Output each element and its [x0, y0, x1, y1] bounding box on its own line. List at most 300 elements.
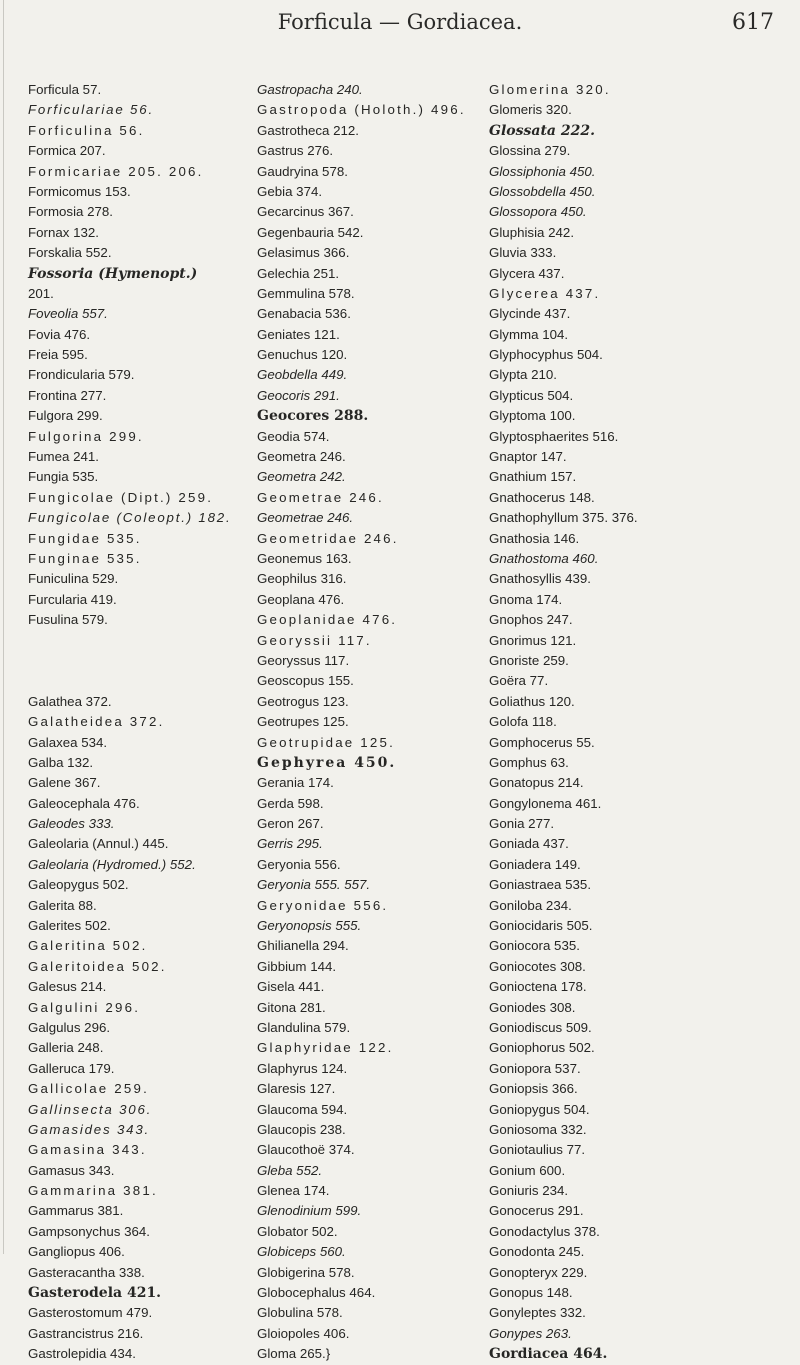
index-entry	[28, 549, 253, 569]
index-entry	[489, 365, 779, 385]
index-entry	[257, 875, 492, 895]
page-header	[0, 10, 800, 42]
index-entry	[28, 121, 253, 141]
index-entry	[28, 936, 253, 956]
index-entry	[28, 1303, 253, 1323]
index-entry	[489, 345, 779, 365]
index-entry-text: Glyphocyphus 504.	[489, 347, 603, 363]
index-entry	[28, 1059, 253, 1079]
index-spacer	[28, 671, 253, 691]
index-entry-text: Glomeris 320.	[489, 102, 572, 118]
index-entry-text: Gonopteryx 229.	[489, 1264, 588, 1280]
index-entry-text: Gomphocerus 55.	[489, 734, 595, 750]
index-entry-text: Gelechia 251.	[257, 265, 340, 281]
index-spacer	[28, 651, 253, 671]
index-entry	[28, 1222, 253, 1242]
index-entry-text: Geometra 242.	[257, 469, 346, 485]
index-entry-text: Gnathocerus 148.	[489, 489, 595, 505]
index-entry	[489, 1181, 779, 1201]
index-entry-text: Glyptosphaerites 516.	[489, 428, 619, 444]
index-entry	[257, 610, 492, 630]
index-entry	[489, 610, 779, 630]
index-entry	[489, 712, 779, 732]
index-entry-text: Gibbium 144.	[257, 958, 337, 974]
index-entry	[489, 406, 779, 426]
index-entry-text: Galeritina 502.	[28, 938, 148, 954]
index-entry-text: Glaucoma 594.	[257, 1101, 348, 1117]
index-column-3	[489, 80, 779, 1365]
index-entry-text: Gampsonychus 364.	[28, 1223, 150, 1239]
index-entry-text: Geryonopsis 555.	[257, 918, 362, 934]
index-entry	[489, 1263, 779, 1283]
index-entry-text: Glypticus 504.	[489, 387, 574, 403]
index-entry	[257, 936, 492, 956]
index-entry	[28, 916, 253, 936]
index-entry-text: Fulgorina 299.	[28, 428, 144, 444]
page-title: Forficula — Gordiacea.	[277, 10, 523, 34]
index-entry	[28, 264, 253, 284]
index-entry-text: Fusulina 579.	[28, 612, 108, 628]
index-entry	[489, 936, 779, 956]
index-entry-text: Glandulina 579.	[257, 1019, 351, 1035]
index-entry	[489, 427, 779, 447]
index-entry-text: Gemmulina 578.	[257, 285, 355, 301]
index-entry	[257, 365, 492, 385]
index-entry-text: Forficulina 56.	[28, 122, 145, 138]
index-entry	[28, 773, 253, 793]
index-entry	[257, 1079, 492, 1099]
index-entry	[489, 814, 779, 834]
index-entry	[257, 1242, 492, 1262]
index-entry	[28, 345, 253, 365]
index-entry-text: Galeopygus 502.	[28, 877, 129, 893]
index-entry	[28, 284, 253, 304]
index-entry	[489, 916, 779, 936]
index-entry-text: Gastrancistrus 216.	[28, 1325, 144, 1341]
index-entry	[257, 162, 492, 182]
index-entry-text: Galeolaria (Hydromed.) 552.	[28, 856, 196, 872]
index-entry	[28, 712, 253, 732]
index-entry	[489, 590, 779, 610]
index-entry	[489, 1100, 779, 1120]
index-entry-text: Globiceps 560.	[257, 1244, 346, 1260]
index-entry	[28, 855, 253, 875]
index-entry-text: Gammarina 381.	[28, 1183, 158, 1199]
index-entry	[257, 1140, 492, 1160]
index-entry-text: Galeodes 333.	[28, 816, 115, 832]
index-entry	[28, 569, 253, 589]
index-entry	[257, 325, 492, 345]
index-entry-text: Gonium 600.	[489, 1162, 566, 1178]
index-entry-text: Gelasimus 366.	[257, 245, 350, 261]
index-entry-text: Globigerina 578.	[257, 1264, 355, 1280]
index-column-2	[257, 80, 492, 1365]
index-entry	[257, 264, 492, 284]
index-entry-text: Gamasina 343.	[28, 1142, 147, 1158]
index-entry-text: Geotrogus 123.	[257, 693, 349, 709]
index-entry-text: Genabacia 536.	[257, 306, 351, 322]
page-number: 617	[732, 10, 774, 35]
index-entry-text: Gaudryina 578.	[257, 163, 348, 179]
index-entry	[489, 223, 779, 243]
index-entry-text: Glaucopis 238.	[257, 1121, 346, 1137]
index-entry-text: Glaucothoë 374.	[257, 1142, 355, 1158]
index-entry	[489, 141, 779, 161]
index-entry	[28, 1181, 253, 1201]
index-entry-text: Fovia 476.	[28, 326, 91, 342]
index-entry-text: Glossobdella 450.	[489, 183, 596, 199]
index-entry-text: Gonocerus 291.	[489, 1203, 584, 1219]
index-entry	[28, 875, 253, 895]
index-entry-text: Goniopygus 504.	[489, 1101, 590, 1117]
index-entry-text: Fungicolae (Dipt.) 259.	[28, 489, 214, 505]
index-entry	[257, 1059, 492, 1079]
index-entry-text: Gloiopoles 406.	[257, 1325, 350, 1341]
index-entry-text: Galene 367.	[28, 775, 101, 791]
index-entry-text: Gleba 552.	[257, 1162, 323, 1178]
index-entry-text: Forficula 57.	[28, 82, 102, 97]
index-entry-text: Globocephalus 464.	[257, 1285, 376, 1301]
index-entry-text: Galba 132.	[28, 754, 94, 770]
index-entry-text: Freia 595.	[28, 347, 88, 363]
index-entry-text: Gonypes 263.	[489, 1325, 572, 1341]
index-entry	[257, 1038, 492, 1058]
index-entry	[28, 896, 253, 916]
index-entry	[257, 671, 492, 691]
index-entry-text: Goniodes 308.	[489, 999, 576, 1015]
index-entry-text: Fungicolae (Coleopt.) 182.	[28, 510, 232, 526]
index-entry	[489, 957, 779, 977]
index-entry	[257, 733, 492, 753]
index-entry	[489, 1242, 779, 1262]
index-entry-text: Geoscopus 155.	[257, 673, 354, 689]
index-entry-text: Galathea 372.	[28, 693, 112, 709]
index-entry-text: Geobdella 449.	[257, 367, 348, 383]
index-entry	[489, 386, 779, 406]
index-entry-text: Gnathosia 146.	[489, 530, 580, 546]
index-entry-text: Genuchus 120.	[257, 347, 348, 363]
index-entry-text: Globator 502.	[257, 1223, 338, 1239]
index-entry-text: Gluphisia 242.	[489, 224, 575, 240]
index-entry-text: Glymma 104.	[489, 326, 569, 342]
index-entry-text: Galleria 248.	[28, 1040, 104, 1056]
index-entry	[489, 631, 779, 651]
index-entry	[489, 549, 779, 569]
index-entry	[28, 977, 253, 997]
index-entry	[489, 264, 779, 284]
index-entry-text: Gastropacha 240.	[257, 82, 363, 97]
index-entry-text: Geniates 121.	[257, 326, 340, 342]
index-entry	[489, 243, 779, 263]
index-entry-text: Glypta 210.	[489, 367, 558, 383]
index-entry	[28, 386, 253, 406]
index-entry	[28, 1201, 253, 1221]
index-entry-text: Foveolia 557.	[28, 306, 108, 322]
index-entry	[257, 998, 492, 1018]
index-entry	[28, 223, 253, 243]
index-entry	[28, 733, 253, 753]
index-entry-text: Gonodonta 245.	[489, 1244, 585, 1260]
index-entry	[28, 467, 253, 487]
index-entry	[489, 162, 779, 182]
index-entry	[257, 794, 492, 814]
index-entry	[257, 1222, 492, 1242]
index-entry-text: Golofa 118.	[489, 714, 557, 730]
index-entry-text: Galgulus 296.	[28, 1019, 111, 1035]
index-entry-text: Gastrotheca 212.	[257, 122, 360, 138]
index-entry-text: Goniocotes 308.	[489, 958, 586, 974]
index-entry-text: Goniocidaris 505.	[489, 918, 593, 934]
index-entry-text: Gnophos 247.	[489, 612, 573, 628]
index-entry-text: Fungia 535.	[28, 469, 99, 485]
index-entry-text: Goniophorus 502.	[489, 1040, 595, 1056]
index-entry	[489, 834, 779, 854]
index-entry	[28, 998, 253, 1018]
index-entry-text: Geometridae 246.	[257, 530, 399, 546]
index-entry	[257, 692, 492, 712]
index-entry-text: Goniastraea 535.	[489, 877, 592, 893]
index-entry	[28, 1140, 253, 1160]
index-entry-text: Gephyrea 450.	[257, 754, 397, 771]
index-entry-text: Galesus 214.	[28, 979, 107, 995]
index-entry-text: Geotrupidae 125.	[257, 734, 395, 750]
index-entry-text: Formicariae 205. 206.	[28, 163, 204, 179]
index-entry-text: Goniosoma 332.	[489, 1121, 587, 1137]
index-entry-text: Fulgora 299.	[28, 408, 103, 424]
index-entry	[489, 1324, 779, 1344]
index-entry	[28, 1242, 253, 1262]
index-entry-text: Goniocora 535.	[489, 938, 580, 954]
index-entry-text: Ghilianella 294.	[257, 938, 349, 954]
index-entry-text: Gerris 295.	[257, 836, 323, 852]
index-entry	[257, 1161, 492, 1181]
index-entry-text: Gnathostoma 460.	[489, 550, 599, 566]
index-entry	[489, 977, 779, 997]
index-entry	[489, 467, 779, 487]
index-entry-text: Goniopora 537.	[489, 1060, 581, 1076]
index-entry-text: Georyssus 117.	[257, 652, 350, 668]
index-entry-text: Goniotaulius 77.	[489, 1142, 586, 1158]
index-entry	[257, 100, 492, 120]
index-entry	[28, 243, 253, 263]
index-column-1	[28, 80, 253, 1365]
index-entry	[28, 1263, 253, 1283]
index-entry-text: Gecarcinus 367.	[257, 204, 354, 220]
index-entry-text: Glenodinium 599.	[257, 1203, 362, 1219]
index-entry	[28, 1038, 253, 1058]
index-entry-text: Formica 207.	[28, 143, 106, 159]
index-entry	[257, 529, 492, 549]
index-entry	[28, 957, 253, 977]
index-entry	[257, 1120, 492, 1140]
index-entry	[489, 1161, 779, 1181]
index-entry	[28, 100, 253, 120]
index-entry-text: Glyptoma 100.	[489, 408, 576, 424]
index-entry	[257, 141, 492, 161]
index-entry-text: Gonia 277.	[489, 816, 555, 832]
index-entry-text: Gonioctena 178.	[489, 979, 587, 995]
index-entry-text: Gangliopus 406.	[28, 1244, 125, 1260]
index-entry-text: Goniuris 234.	[489, 1183, 569, 1199]
index-entry-text: Goniodiscus 509.	[489, 1019, 592, 1035]
index-entry	[489, 1140, 779, 1160]
index-entry	[257, 223, 492, 243]
index-entry-text: Glomerina 320.	[489, 82, 611, 97]
index-entry-text: Geocores 288.	[257, 408, 369, 425]
index-entry	[489, 569, 779, 589]
index-entry	[257, 447, 492, 467]
index-entry	[28, 162, 253, 182]
index-entry	[257, 243, 492, 263]
index-entry-text: Gongylonema 461.	[489, 795, 602, 811]
index-entry	[257, 406, 492, 426]
index-entry-text: Geryonia 555. 557.	[257, 877, 371, 893]
index-entry-text: Glycera 437.	[489, 265, 565, 281]
index-entry	[489, 753, 779, 773]
index-entry-text: Gnathophyllum 375. 376.	[489, 510, 638, 526]
index-entry	[28, 304, 253, 324]
index-entry	[257, 1344, 492, 1364]
index-entry	[489, 671, 779, 691]
index-entry-text: Geometrae 246.	[257, 510, 354, 526]
index-entry-text: Gamasides 343.	[28, 1121, 151, 1137]
index-entry-text: Gloma 265.}	[257, 1346, 331, 1362]
index-entry	[257, 1018, 492, 1038]
index-entry-text: Glycinde 437.	[489, 306, 571, 322]
index-entry-text: Funiculina 529.	[28, 571, 119, 587]
index-entry-text: Geoplana 476.	[257, 591, 345, 607]
index-entry-text: Galatheidea 372.	[28, 714, 165, 730]
index-entry	[257, 814, 492, 834]
index-entry-text: Goniadera 149.	[489, 856, 581, 872]
index-entry	[489, 651, 779, 671]
index-entry-text: Geocoris 291.	[257, 387, 340, 403]
index-entry	[28, 692, 253, 712]
index-entry	[489, 998, 779, 1018]
index-entry-text: Fungidae 535.	[28, 530, 142, 546]
index-entry-text: Gnathium 157.	[489, 469, 577, 485]
index-entry-text: Gastrolepidia 434.	[28, 1346, 136, 1362]
index-entry-text: Geometrae 246.	[257, 489, 384, 505]
index-entry	[489, 1344, 779, 1364]
index-entry	[257, 651, 492, 671]
index-entry-text: Furcularia 419.	[28, 591, 117, 607]
index-entry	[257, 590, 492, 610]
index-entry	[28, 1344, 253, 1364]
index-entry	[489, 304, 779, 324]
index-entry	[489, 1283, 779, 1303]
index-entry-text: Gastrus 276.	[257, 143, 334, 159]
index-entry-text: Geryonidae 556.	[257, 897, 389, 913]
index-entry-text: Galgulini 296.	[28, 999, 141, 1015]
index-entry-text: 201.	[28, 285, 54, 301]
index-entry-text: Galeritoidea 502.	[28, 958, 167, 974]
index-entry	[28, 427, 253, 447]
index-entry-text: Geophilus 316.	[257, 571, 347, 587]
index-entry-text: Gerda 598.	[257, 795, 324, 811]
index-entry-text: Forficulariae 56.	[28, 102, 154, 118]
index-entry	[257, 1201, 492, 1221]
index-entry	[257, 855, 492, 875]
index-entry	[257, 427, 492, 447]
index-entry	[489, 1038, 779, 1058]
index-entry	[257, 896, 492, 916]
index-entry-text: Formicomus 153.	[28, 183, 131, 199]
index-entry	[489, 1079, 779, 1099]
index-entry-text: Geometra 246.	[257, 449, 346, 465]
index-entry-text: Goliathus 120.	[489, 693, 575, 709]
index-entry-text: Galerites 502.	[28, 918, 111, 934]
index-entry-text: Geryonia 556.	[257, 856, 341, 872]
index-entry-text: Gamasus 343.	[28, 1162, 115, 1178]
index-entry-text: Frontina 277.	[28, 387, 107, 403]
index-entry	[489, 1303, 779, 1323]
index-entry-text: Geodia 574.	[257, 428, 330, 444]
index-entry	[28, 325, 253, 345]
index-entry	[257, 712, 492, 732]
index-entry-text: Gastropoda (Holoth.) 496.	[257, 102, 466, 118]
index-entry	[489, 1018, 779, 1038]
index-entry	[489, 529, 779, 549]
index-entry	[257, 80, 492, 100]
index-entry	[257, 631, 492, 651]
index-entry-text: Gonatopus 214.	[489, 775, 584, 791]
index-entry	[257, 345, 492, 365]
index-entry-text: Gluvia 333.	[489, 245, 557, 261]
index-entry-text: Gonopus 148.	[489, 1285, 573, 1301]
index-entry	[28, 794, 253, 814]
index-entry	[257, 1303, 492, 1323]
index-entry-text: Geoplanidae 476.	[257, 612, 398, 628]
index-spacer	[28, 631, 253, 651]
index-entry	[28, 508, 253, 528]
index-entry	[489, 1201, 779, 1221]
index-entry	[489, 508, 779, 528]
index-entry-text: Fornax 132.	[28, 224, 99, 240]
index-entry-text: Glaresis 127.	[257, 1081, 336, 1097]
index-entry-text: Goniopsis 366.	[489, 1081, 578, 1097]
index-entry-text: Gonodactylus 378.	[489, 1223, 600, 1239]
index-entry	[28, 141, 253, 161]
index-entry-text: Frondicularia 579.	[28, 367, 135, 383]
index-entry	[489, 488, 779, 508]
index-entry	[28, 1120, 253, 1140]
index-entry	[489, 896, 779, 916]
index-entry	[489, 80, 779, 100]
index-entry-text: Glossata 222.	[489, 122, 595, 139]
index-entry	[28, 202, 253, 222]
index-entry	[257, 1283, 492, 1303]
index-entry-text: Gasteracantha 338.	[28, 1264, 145, 1280]
index-entry	[28, 1100, 253, 1120]
index-entry-text: Gnorimus 121.	[489, 632, 577, 648]
index-entry-text: Gordiacea 464.	[489, 1346, 608, 1363]
index-entry-text: Fossoria (Hymenopt.)	[28, 265, 198, 282]
index-entry	[489, 1059, 779, 1079]
index-entry-text: Gitona 281.	[257, 999, 326, 1015]
index-entry-text: Glenea 174.	[257, 1183, 330, 1199]
page-edge-line	[3, 0, 4, 1254]
index-entry	[257, 569, 492, 589]
index-entry	[28, 1161, 253, 1181]
index-entry-text: Gisela 441.	[257, 979, 325, 995]
index-entry-text: Glaphyrus 124.	[257, 1060, 348, 1076]
index-entry-text: Galeolaria (Annul.) 445.	[28, 836, 169, 852]
index-entry-text: Funginae 535.	[28, 550, 142, 566]
index-entry	[257, 834, 492, 854]
index-entry	[28, 488, 253, 508]
index-entry-text: Gammarus 381.	[28, 1203, 124, 1219]
